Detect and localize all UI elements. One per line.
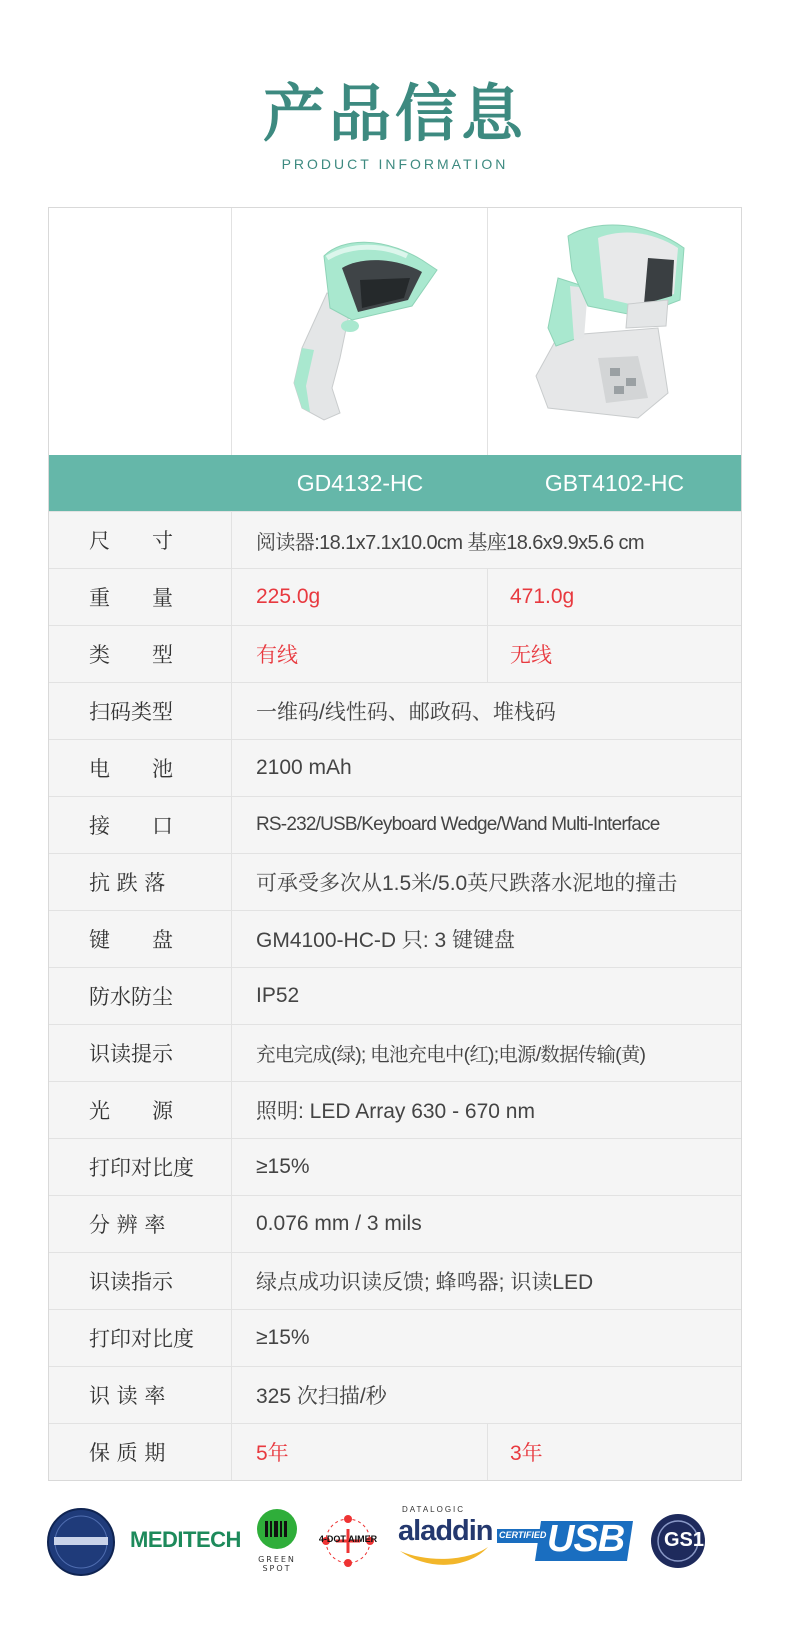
gs1-logo (650, 1511, 710, 1571)
datalogic-text: DATALOGIC (402, 1505, 466, 1514)
spec-value: 阅读器:18.1x7.1x10.0cm 基座18.6x9.9x5.6 cm (256, 531, 644, 554)
spec-value-gbt4102: 无线 (510, 644, 552, 667)
spec-row-weight (49, 568, 741, 625)
meditech-logo: MEDITECH (130, 1527, 241, 1552)
usb-text: USB (547, 1518, 625, 1560)
spec-value: 绿点成功识读反馈; 蜂鸣器; 识读LED (256, 1271, 594, 1294)
spec-value: 一维码/线性码、邮政码、堆栈码 (256, 701, 556, 724)
spec-value: GM4100-HC-D 只: 3 键键盘 (256, 929, 516, 952)
spec-label: 防水防尘 (49, 968, 232, 1024)
model-name-gd4132: GD4132-HC (296, 469, 424, 496)
spec-value-gbt4102: 3年 (510, 1442, 543, 1465)
product-images-row (49, 208, 741, 455)
spec-value-gd4132: 5年 (232, 1424, 488, 1480)
spec-value: 0.076 mm / 3 mils (256, 1212, 422, 1235)
spec-row-print-contrast (49, 1138, 741, 1195)
model-name-gbt4102: GBT4102-HC (544, 469, 685, 496)
aimer-logo (308, 1513, 388, 1569)
aladdin-text: aladdin (398, 1515, 493, 1547)
spec-label: 接 口 (49, 797, 232, 853)
empty-image-cell (49, 208, 232, 455)
spec-value: 325 次扫描/秒 (256, 1385, 387, 1408)
spec-row-resolution (49, 1195, 741, 1252)
spec-value-gd4132: 有线 (232, 626, 488, 682)
spec-label: 抗 跌 落 (49, 854, 232, 910)
spec-row-read-feedback (49, 1252, 741, 1309)
aladdin-logo (398, 1505, 493, 1575)
gbt4102-image-cell (488, 208, 741, 455)
spec-label: 识读提示 (49, 1025, 232, 1081)
spec-row-read-rate (49, 1366, 741, 1423)
spec-label: 保 质 期 (49, 1424, 232, 1480)
green-spot-line1: GREEN (258, 1555, 296, 1564)
aimer-text: 4-DOT AIMER (318, 1534, 378, 1544)
spec-label: 电 池 (49, 740, 232, 796)
spec-row-warranty (49, 1423, 741, 1480)
gbt4102-scanner-image (488, 208, 741, 455)
spec-value: IP52 (256, 984, 300, 1007)
spec-value: 照明: LED Array 630 - 670 nm (256, 1100, 535, 1123)
spec-row-drop (49, 853, 741, 910)
spec-row-read-indicator (49, 1024, 741, 1081)
spec-value: RS-232/USB/Keyboard Wedge/Wand Multi-Interface (256, 814, 660, 835)
gd4132-image-cell (232, 208, 488, 455)
model-bar-spacer (49, 455, 232, 511)
green-spot-line2: SPOT (262, 1564, 292, 1573)
page-subtitle: PRODUCT INFORMATION (281, 156, 509, 172)
gd4132-scanner-image (232, 208, 488, 455)
certified-text: CERTIFIED (499, 1530, 547, 1540)
aladdin-swoosh-icon (398, 1545, 490, 1575)
spec-row-light-source (49, 1081, 741, 1138)
spec-label: 打印对比度 (49, 1310, 232, 1366)
spec-table (48, 207, 742, 1481)
spec-label: 重 量 (49, 569, 232, 625)
page-header (0, 78, 790, 172)
spec-row-sealing (49, 967, 741, 1024)
spec-value-gbt4102: 471.0g (510, 585, 575, 608)
spec-label: 打印对比度 (49, 1139, 232, 1195)
spec-label: 扫码类型 (49, 683, 232, 739)
green-spot-icon (255, 1507, 299, 1551)
spec-row-interface (49, 796, 741, 853)
spec-value: 2100 mAh (256, 756, 352, 779)
spec-row-symbologies (49, 682, 741, 739)
certified-usb-logo (497, 1515, 637, 1567)
spec-row-size (49, 511, 741, 568)
spec-value-gd4132: 225.0g (232, 569, 488, 625)
spec-label: 分 辨 率 (49, 1196, 232, 1252)
spec-row-keypad (49, 910, 741, 967)
spec-value: 可承受多次从1.5米/5.0英尺跌落水泥地的撞击 (256, 872, 678, 895)
spec-row-type (49, 625, 741, 682)
green-spot-logo (252, 1507, 302, 1573)
spec-row-print-contrast-2 (49, 1309, 741, 1366)
model-bar (49, 455, 741, 511)
spec-value: ≥15% (256, 1326, 310, 1349)
spec-label: 识 读 率 (49, 1367, 232, 1423)
spec-label: 键 盘 (49, 911, 232, 967)
gs1-text: GS1 (664, 1529, 705, 1551)
spec-value: ≥15% (256, 1155, 310, 1178)
spec-label: 尺 寸 (49, 512, 232, 568)
spec-label: 类 型 (49, 626, 232, 682)
spec-row-battery (49, 739, 741, 796)
tested-certified-logo (46, 1507, 116, 1577)
spec-label: 识读指示 (49, 1253, 232, 1309)
spec-value: 充电完成(绿); 电池充电中(红);电源/数据传输(黄) (256, 1044, 646, 1066)
page-title: 产品信息 (262, 77, 527, 150)
spec-label: 光 源 (49, 1082, 232, 1138)
certification-logos (40, 1505, 750, 1577)
